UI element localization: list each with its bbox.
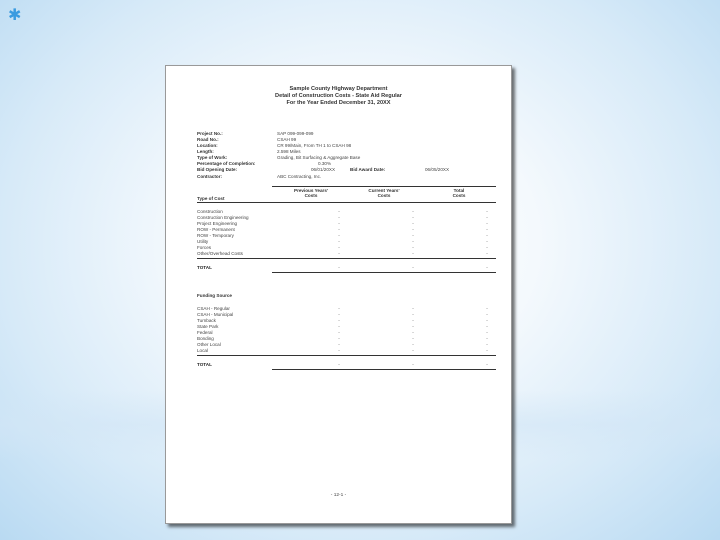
cost-cell: - [412,239,414,244]
cost-row-label: Other/Overhead Costs [197,251,243,256]
funding-total-cell: - [412,362,414,367]
table-top-rule [272,186,496,187]
cost-cell: - [338,209,340,214]
project-number-value: SAP 099-099-099 [277,131,314,136]
cost-cell: - [486,227,488,232]
funding-cell: - [412,342,414,347]
funding-total-cell: - [486,362,488,367]
cost-row-label: Utility [197,239,209,244]
location-value: CR 99/Main, From TH 1 to CSAH 98 [277,143,352,148]
funding-cell: - [338,324,340,329]
cost-cell: - [486,245,488,250]
funding-row-label: State Park [197,324,219,329]
bid-opening-label: Bid Opening Date: [197,167,238,172]
funding-row-label: Turnback [197,318,216,323]
project-number-label: Project No.: [197,131,223,136]
col-header-total-line2: Costs [452,193,466,199]
cost-cell: - [412,209,414,214]
funding-cell: - [486,330,488,335]
cost-cell: - [338,221,340,226]
cost-cell: - [486,209,488,214]
funding-cell: - [338,312,340,317]
cost-cell: - [412,215,414,220]
col-header-current [359,188,409,199]
funding-total-rule [272,369,496,370]
funding-cell: - [486,318,488,323]
funding-cell: - [338,348,340,353]
table-header-rule [197,202,496,203]
funding-row-label: CSAH - Regular [197,306,230,311]
cost-cell: - [412,251,414,256]
cost-total-cell: - [486,265,488,270]
cost-total-label: TOTAL [197,265,212,270]
funding-cell: - [412,336,414,341]
funding-row-label: Other Local [197,342,221,347]
road-number-label: Road No.: [197,137,219,142]
cost-cell: - [338,215,340,220]
cost-row-label: ROW - Temporary [197,233,234,238]
funding-cell: - [412,330,414,335]
cost-cell: - [486,221,488,226]
col-header-total-line1: Total [453,188,465,193]
bid-award-value: 06/05/20XX [425,167,450,172]
contractor-value: ABC Contracting, Inc. [277,174,322,179]
funding-cell: - [412,348,414,353]
funding-cell: - [486,324,488,329]
funding-cell: - [486,342,488,347]
type-of-work-value: Grading, Bit Surfacing & Aggregate Base [277,155,361,160]
col-header-previous [286,188,336,199]
funding-cell: - [486,336,488,341]
col-header-previous-line2: Costs [304,193,318,199]
cost-cell: - [486,251,488,256]
cost-cell: - [486,215,488,220]
report-title: Sample County Highway Department [289,86,388,92]
length-value: 2.598 Miles [277,149,301,154]
cost-row-label: Construction Engineering [197,215,249,220]
funding-subtotal-rule [197,355,496,356]
funding-cell: - [412,312,414,317]
document-page [165,65,512,524]
cost-cell: - [412,221,414,226]
funding-source-header: Funding Source [197,293,232,298]
cost-row-label: Forces [197,245,212,250]
cost-cell: - [338,227,340,232]
cost-row-label: Construction [197,209,223,214]
cost-total-rule [272,272,496,273]
funding-cell: - [338,336,340,341]
report-period: For the Year Ended December 31, 20XX [286,100,391,106]
cost-subtotal-rule [197,258,496,259]
cost-cell: - [338,245,340,250]
col-header-total [434,188,484,199]
funding-cell: - [486,312,488,317]
funding-total-cell: - [338,362,340,367]
funding-row-label: Local [197,348,208,353]
col-header-current-line2: Costs [377,193,391,199]
funding-cell: - [338,306,340,311]
cost-total-cell: - [412,265,414,270]
funding-total-label: TOTAL [197,362,212,367]
funding-row-label: CSAH - Municipal [197,312,234,317]
col-header-current-line1: Current Years' [368,188,400,193]
type-of-cost-header: Type of Cost [197,196,225,201]
funding-cell: - [412,318,414,323]
funding-cell: - [338,330,340,335]
funding-cell: - [338,342,340,347]
cost-cell: - [486,239,488,244]
bid-award-label: Bid Award Date: [350,167,386,172]
report-subtitle: Detail of Construction Costs - State Aid Regular [275,93,402,99]
completion-value: 0.30% [318,161,332,166]
cost-cell: - [338,233,340,238]
contractor-label: Contractor: [197,174,223,179]
funding-cell: - [338,318,340,323]
completion-label: Percentage of Completion: [197,161,256,166]
cost-cell: - [486,233,488,238]
location-label: Location: [197,143,218,148]
cost-cell: - [338,251,340,256]
cost-cell: - [412,245,414,250]
funding-cell: - [486,306,488,311]
road-number-value: CSAH 99 [277,137,297,142]
type-of-work-label: Type of Work: [197,155,228,160]
length-label: Length: [197,149,214,154]
funding-cell: - [412,306,414,311]
funding-cell: - [486,348,488,353]
bid-opening-value: 06/01/20XX [311,167,336,172]
cost-cell: - [412,233,414,238]
cost-row-label: ROW - Permanent [197,227,235,232]
cost-cell: - [412,227,414,232]
cost-cell: - [338,239,340,244]
star-bullet-icon: ✱ [8,7,22,24]
funding-cell: - [412,324,414,329]
cost-row-label: Project Engineering [197,221,238,226]
page-number: - 12-1 - [330,493,347,498]
funding-row-label: Bonding [197,336,214,341]
col-header-previous-line1: Previous Years' [294,188,328,193]
funding-row-label: Federal [197,330,213,335]
cost-total-cell: - [338,265,340,270]
